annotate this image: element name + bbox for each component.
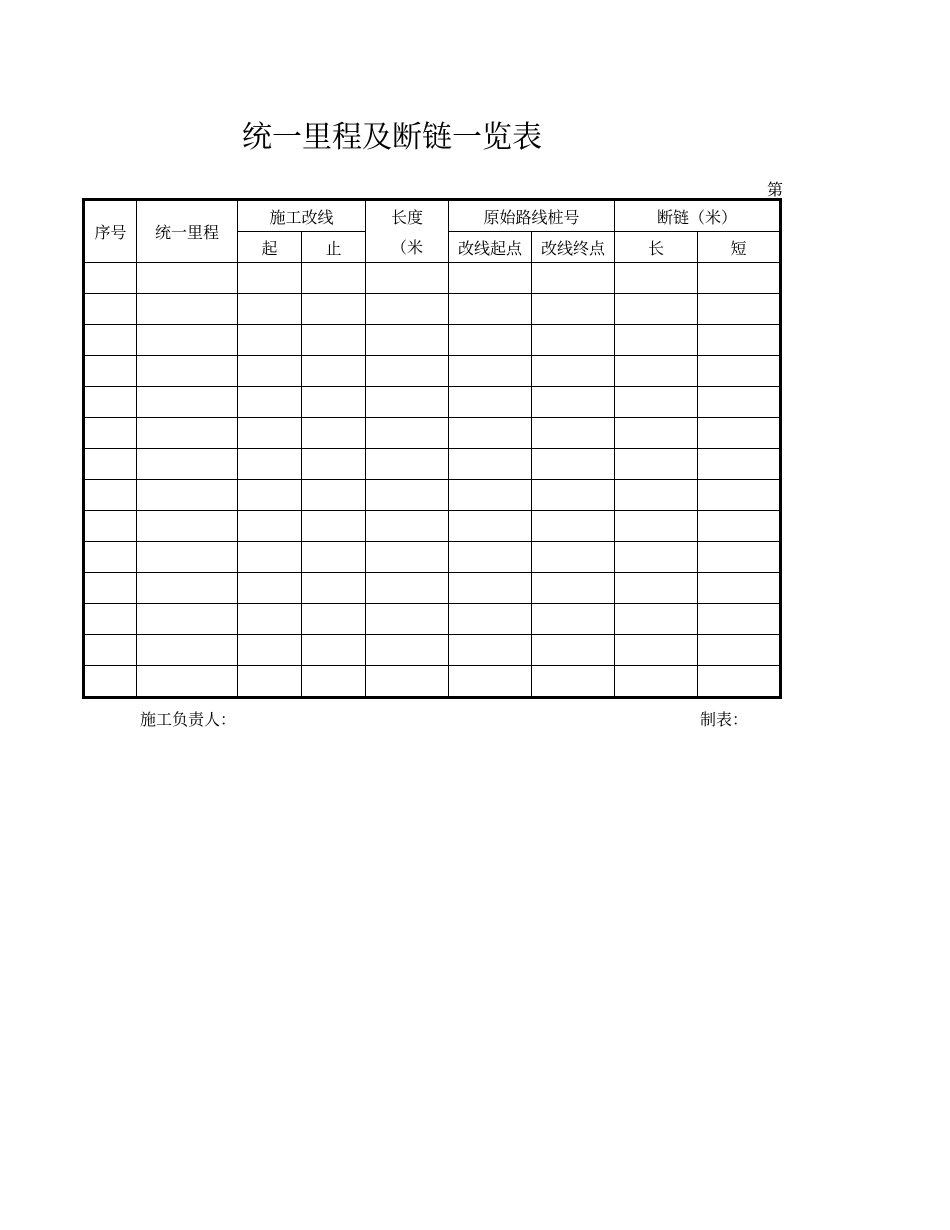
table-cell[interactable] xyxy=(238,604,302,635)
table-cell[interactable] xyxy=(302,635,366,666)
table-cell[interactable] xyxy=(366,666,449,698)
table-cell[interactable] xyxy=(238,542,302,573)
table-cell[interactable] xyxy=(449,325,532,356)
table-cell[interactable] xyxy=(137,387,238,418)
table-cell[interactable] xyxy=(615,666,698,698)
prepared-by-label: 制表： xyxy=(700,710,749,729)
table-row xyxy=(84,542,781,573)
table-cell[interactable] xyxy=(366,263,449,294)
table-row xyxy=(84,325,781,356)
table-cell[interactable] xyxy=(366,480,449,511)
table-cell[interactable] xyxy=(137,294,238,325)
header-realign-start: 改线起点 xyxy=(449,232,532,263)
table-row xyxy=(84,418,781,449)
table-cell[interactable] xyxy=(137,542,238,573)
table-cell[interactable] xyxy=(137,480,238,511)
table-cell[interactable] xyxy=(532,480,615,511)
table-cell[interactable] xyxy=(698,480,781,511)
header-original-stake: 原始路线桩号 xyxy=(449,200,615,232)
table-cell[interactable] xyxy=(532,635,615,666)
table-cell[interactable] xyxy=(449,418,532,449)
table-cell[interactable] xyxy=(302,449,366,480)
table-cell[interactable] xyxy=(532,542,615,573)
table-cell[interactable] xyxy=(615,263,698,294)
table-row xyxy=(84,511,781,542)
table-row xyxy=(84,263,781,294)
page-title: 统一里程及断链一览表 xyxy=(242,120,542,155)
table-cell[interactable] xyxy=(238,449,302,480)
header-long: 长 xyxy=(615,232,698,263)
table-cell[interactable] xyxy=(302,511,366,542)
table-cell[interactable] xyxy=(302,294,366,325)
table-cell[interactable] xyxy=(532,666,615,698)
table-row xyxy=(84,604,781,635)
table-cell[interactable] xyxy=(366,573,449,604)
table-cell[interactable] xyxy=(698,418,781,449)
table-cell[interactable] xyxy=(238,666,302,698)
header-short: 短 xyxy=(698,232,781,263)
header-row-1 xyxy=(84,200,781,232)
table-cell[interactable] xyxy=(238,387,302,418)
table-row xyxy=(84,573,781,604)
table-cell[interactable] xyxy=(698,294,781,325)
table-cell[interactable] xyxy=(137,449,238,480)
table-cell[interactable] xyxy=(137,604,238,635)
table-cell[interactable] xyxy=(698,511,781,542)
table-cell[interactable] xyxy=(449,356,532,387)
table-cell[interactable] xyxy=(84,387,137,418)
table-cell[interactable] xyxy=(449,263,532,294)
table-cell[interactable] xyxy=(366,294,449,325)
table-cell[interactable] xyxy=(532,387,615,418)
table-cell[interactable] xyxy=(84,635,137,666)
table-cell[interactable] xyxy=(366,418,449,449)
table-cell[interactable] xyxy=(137,418,238,449)
table-cell[interactable] xyxy=(615,635,698,666)
table-cell[interactable] xyxy=(366,604,449,635)
table-cell[interactable] xyxy=(366,449,449,480)
header-broken-chain: 断链（米） xyxy=(615,200,781,232)
table-cell[interactable] xyxy=(698,573,781,604)
table-cell[interactable] xyxy=(615,387,698,418)
table-cell[interactable] xyxy=(698,387,781,418)
table-cell[interactable] xyxy=(84,604,137,635)
table-cell[interactable] xyxy=(532,325,615,356)
table-cell[interactable] xyxy=(449,604,532,635)
table-cell[interactable] xyxy=(615,604,698,635)
table-cell[interactable] xyxy=(84,449,137,480)
table-cell[interactable] xyxy=(302,666,366,698)
header-construction-realign: 施工改线 xyxy=(238,200,366,232)
table-cell[interactable] xyxy=(302,480,366,511)
table-cell[interactable] xyxy=(532,449,615,480)
table-cell[interactable] xyxy=(615,480,698,511)
table-cell[interactable] xyxy=(137,511,238,542)
header-unified-mileage: 统一里程 xyxy=(137,200,238,263)
table-cell[interactable] xyxy=(698,666,781,698)
table-cell[interactable] xyxy=(84,666,137,698)
table-cell[interactable] xyxy=(615,449,698,480)
table-cell[interactable] xyxy=(615,418,698,449)
table-row xyxy=(84,480,781,511)
header-end: 止 xyxy=(302,232,366,263)
table-cell[interactable] xyxy=(449,666,532,698)
table-cell[interactable] xyxy=(532,418,615,449)
table-cell[interactable] xyxy=(137,635,238,666)
table-cell[interactable] xyxy=(532,356,615,387)
header-seq: 序号 xyxy=(84,200,137,263)
table-cell[interactable] xyxy=(84,294,137,325)
table-row xyxy=(84,387,781,418)
table-cell[interactable] xyxy=(449,480,532,511)
table-cell[interactable] xyxy=(532,263,615,294)
table-cell[interactable] xyxy=(698,263,781,294)
table-cell[interactable] xyxy=(698,356,781,387)
table-cell[interactable] xyxy=(238,418,302,449)
table-cell[interactable] xyxy=(137,263,238,294)
table-cell[interactable] xyxy=(698,604,781,635)
table-cell[interactable] xyxy=(302,542,366,573)
table-cell[interactable] xyxy=(84,418,137,449)
table-cell[interactable] xyxy=(238,511,302,542)
table-cell[interactable] xyxy=(238,325,302,356)
table-cell[interactable] xyxy=(238,356,302,387)
table-cell[interactable] xyxy=(238,573,302,604)
table-cell[interactable] xyxy=(615,511,698,542)
table-cell[interactable] xyxy=(137,666,238,698)
table-cell[interactable] xyxy=(366,387,449,418)
table-cell[interactable] xyxy=(366,542,449,573)
table-cell[interactable] xyxy=(84,325,137,356)
table-cell[interactable] xyxy=(449,294,532,325)
table-cell[interactable] xyxy=(366,356,449,387)
table-cell[interactable] xyxy=(302,356,366,387)
header-length-bottom: （米 xyxy=(366,232,449,263)
table-cell[interactable] xyxy=(84,511,137,542)
table-cell[interactable] xyxy=(366,511,449,542)
responsible-label: 施工负责人： xyxy=(140,710,237,729)
header-length-top: 长度 xyxy=(366,200,449,232)
table-cell[interactable] xyxy=(137,325,238,356)
table-cell[interactable] xyxy=(302,418,366,449)
table-cell[interactable] xyxy=(84,356,137,387)
table-cell[interactable] xyxy=(449,635,532,666)
table-cell[interactable] xyxy=(532,511,615,542)
table-cell[interactable] xyxy=(238,294,302,325)
table-cell[interactable] xyxy=(84,263,137,294)
table-cell[interactable] xyxy=(84,542,137,573)
table-cell[interactable] xyxy=(532,294,615,325)
table-cell[interactable] xyxy=(615,542,698,573)
table-row xyxy=(84,294,781,325)
table-cell[interactable] xyxy=(302,573,366,604)
table-row xyxy=(84,356,781,387)
table-cell[interactable] xyxy=(366,325,449,356)
table-cell[interactable] xyxy=(532,604,615,635)
table-cell[interactable] xyxy=(615,356,698,387)
table-cell[interactable] xyxy=(449,511,532,542)
table-cell[interactable] xyxy=(238,263,302,294)
table-cell[interactable] xyxy=(532,573,615,604)
table-cell[interactable] xyxy=(615,573,698,604)
table-row xyxy=(84,635,781,666)
table-cell[interactable] xyxy=(84,480,137,511)
table-cell[interactable] xyxy=(449,542,532,573)
table-cell[interactable] xyxy=(449,387,532,418)
table-cell[interactable] xyxy=(449,573,532,604)
table-cell[interactable] xyxy=(302,263,366,294)
table-cell[interactable] xyxy=(84,573,137,604)
table-cell[interactable] xyxy=(137,356,238,387)
table-cell[interactable] xyxy=(238,480,302,511)
table-row xyxy=(84,666,781,698)
table-cell[interactable] xyxy=(698,449,781,480)
table-cell[interactable] xyxy=(302,604,366,635)
table-cell[interactable] xyxy=(615,325,698,356)
table-cell[interactable] xyxy=(698,635,781,666)
table-cell[interactable] xyxy=(302,325,366,356)
page-number-label: 第 xyxy=(767,180,784,199)
header-realign-end: 改线终点 xyxy=(532,232,615,263)
table-cell[interactable] xyxy=(698,542,781,573)
table-cell[interactable] xyxy=(449,449,532,480)
table-cell[interactable] xyxy=(615,294,698,325)
table-row xyxy=(84,449,781,480)
header-start: 起 xyxy=(238,232,302,263)
table-cell[interactable] xyxy=(137,573,238,604)
table-cell[interactable] xyxy=(698,325,781,356)
mileage-table xyxy=(82,198,782,699)
table-cell[interactable] xyxy=(238,635,302,666)
table-cell[interactable] xyxy=(302,387,366,418)
table-cell[interactable] xyxy=(366,635,449,666)
table-body xyxy=(84,263,781,698)
